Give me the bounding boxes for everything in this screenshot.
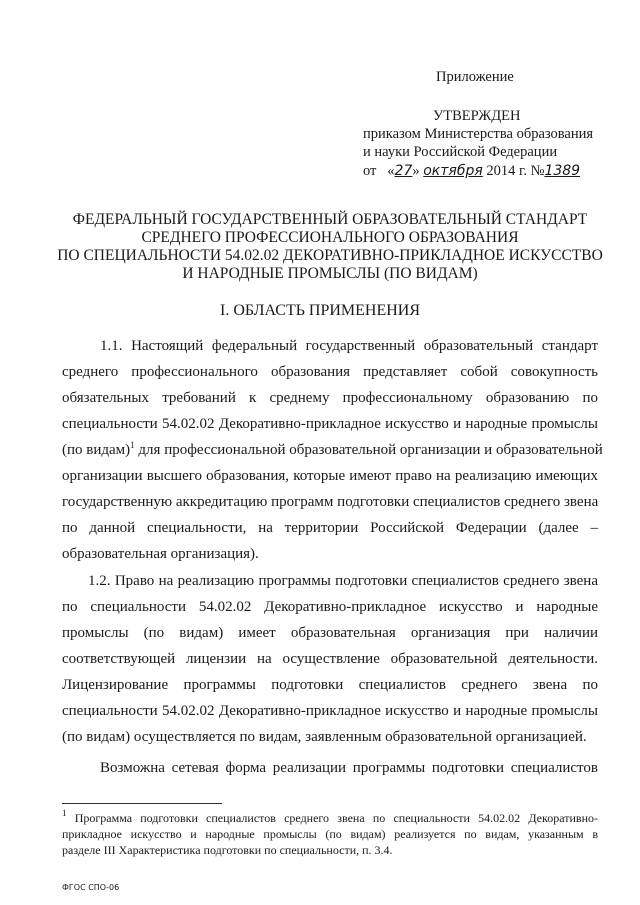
para1-line [62,440,603,459]
page-code: ФГОС СПО-06 [62,883,120,892]
para1-line: 1.1. Настоящий федеральный государственный образовательный стандарт [100,338,598,354]
title-line-3: ПО СПЕЦИАЛЬНОСТИ 54.02.02 ДЕКОРАТИВНО-ПРИКЛАДНОЕ ИСКУССТВО [57,247,603,264]
handwritten-day: 27 [394,163,413,179]
handwritten-order-number: 1389 [544,163,581,179]
title-line-4: И НАРОДНЫЕ ПРОМЫСЛЫ (ПО ВИДАМ) [182,265,478,282]
para1-line: организации высшего образования, которые имеют право на реализацию имеющих [62,468,598,484]
appendix-label: Приложение [436,69,514,85]
title-line-1: ФЕДЕРАЛЬНЫЙ ГОСУДАРСТВЕННЫЙ ОБРАЗОВАТЕЛЬНЫЙ СТАНДАРТ [72,211,588,228]
approved-label: УТВЕРЖДЕН [433,108,521,124]
footnote-line: прикладное искусство и народные промыслы (по видам) реализуется по видам, указанным в [62,827,598,841]
footnote-divider [62,803,222,804]
para1-line: обязательных требований к среднему профессиональному образованию по [62,390,598,406]
footnote-line: разделе III Характеристика подготовки по специальности, п. 3.4. [62,843,393,857]
para2-line: специальности 54.02.02 Декоративно-прикладное искусство и народные промыслы [62,703,598,719]
section-heading: I. ОБЛАСТЬ ПРИМЕНЕНИЯ [219,302,421,319]
footnote-text: Программа подготовки специалистов среднего звена по специальности 54.02.02 Декоративно- [74,811,598,825]
para1-segment: (по видам) [62,442,131,458]
approval-date-line [363,163,580,180]
para2-line: по специальности 54.02.02 Декоративно-прикладное искусство и народные [62,599,598,615]
para2-line: соответствующей лицензии на осуществление образовательной деятельности. [62,651,598,667]
para2-line: 1.2. Право на реализацию программы подготовки специалистов среднего звена [88,573,598,589]
para2-line: промыслы (по видам) имеет образовательная организация при наличии [62,625,598,641]
date-prefix: от [363,163,377,179]
footnote-line [62,808,598,825]
handwritten-month: октября [423,163,483,179]
para2-line: Лицензирование программы подготовки специалистов среднего звена по [62,677,598,693]
para1-segment: для профессиональной образовательной организации и образовательной [134,442,603,458]
para2-line: (по видам) осуществляется по видам, заявленным образовательной организацией. [62,729,587,745]
para1-line: образовательная организация). [62,546,259,562]
footnote-reference: 1 [130,440,135,450]
para1-line: по данной специальности, на территории Российской Федерации (далее – [62,520,598,536]
para3-line: Возможна сетевая форма реализации программы подготовки специалистов [100,760,598,776]
para1-line: государственную аккредитацию программ подготовки специалистов среднего звена [62,494,599,510]
date-open-quote: « [387,163,395,179]
approval-line-1: приказом Министерства образования [363,126,594,142]
footnote-mark: 1 [62,808,67,818]
date-close-quote: » [412,163,420,179]
date-year: 2014 г. № [486,163,545,179]
title-line-2: СРЕДНЕГО ПРОФЕССИОНАЛЬНОГО ОБРАЗОВАНИЯ [141,229,519,246]
approval-line-2: и науки Российской Федерации [363,144,558,160]
para1-line: специальности 54.02.02 Декоративно-прикладное искусство и народные промыслы [62,416,598,432]
para1-line: среднего профессионального образования представляет собой совокупность [62,364,598,380]
